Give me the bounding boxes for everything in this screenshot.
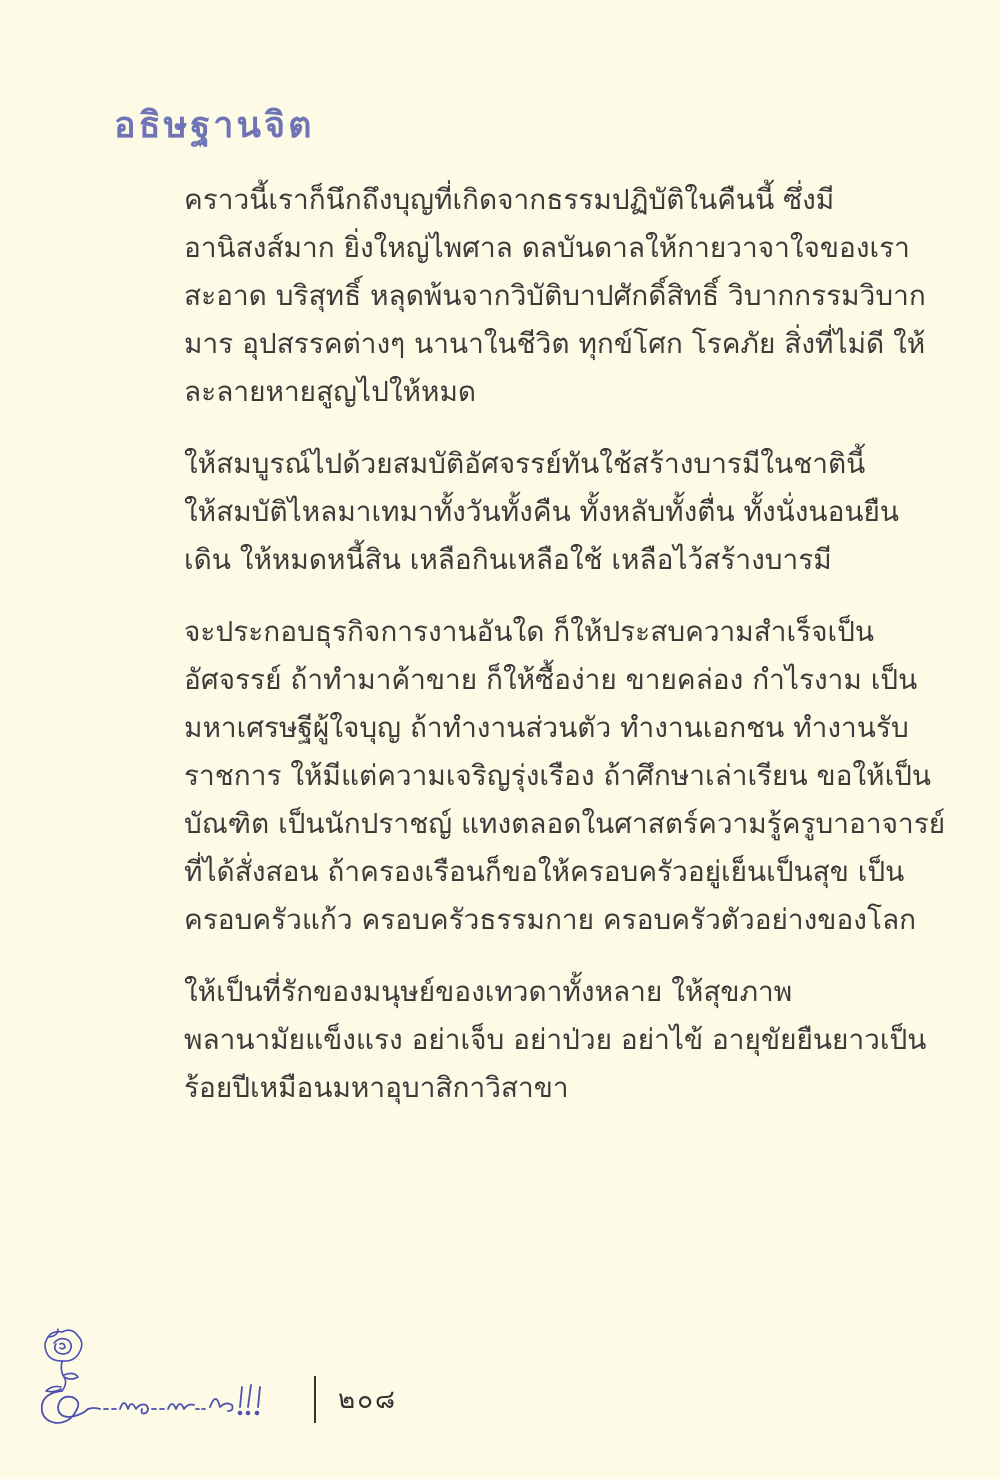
text-line: พลานามัยแข็งแรง อย่าเจ็บ อย่าป่วย อย่าไข้ อายุขัยยืนยาวเป็น xyxy=(184,1023,927,1056)
rose-icon xyxy=(45,1329,82,1392)
footer-divider xyxy=(314,1376,316,1423)
page-footer xyxy=(36,1325,436,1435)
text-line: บัณฑิต เป็นนักปราชญ์ แทงตลอดในศาสตร์ความรู้ครูบาอาจารย์ xyxy=(184,807,946,840)
text-line: จะประกอบธุรกิจการงานอันใด ก็ให้ประสบความสำเร็จเป็น xyxy=(184,615,875,648)
page-number: ๒๐๘ xyxy=(338,1385,398,1415)
paragraph-2 xyxy=(114,440,900,584)
text-line: ราชการ ให้มีแต่ความเจริญรุ่งเรือง ถ้าศึกษาเล่าเรียน ขอให้เป็น xyxy=(184,759,932,792)
text-line: ให้เป็นที่รักของมนุษย์ของเทวดาทั้งหลาย ให้สุขภาพ xyxy=(184,975,793,1008)
text-line: อัศจรรย์ ถ้าทำมาค้าขาย ก็ให้ซื้อง่าย ขายคล่อง กำไรงาม เป็น xyxy=(184,663,918,696)
text-line: ละลายหายสูญไปให้หมด xyxy=(184,375,477,408)
paragraph-3 xyxy=(114,608,946,944)
paragraph-4 xyxy=(114,968,927,1112)
text-line: มหาเศรษฐีผู้ใจบุญ ถ้าทำงานส่วนตัว ทำงานเอกชน ทำงานรับ xyxy=(184,711,909,744)
text-line: เดิน ให้หมดหนี้สิน เหลือกินเหลือใช้ เหลือไว้สร้างบารมี xyxy=(184,543,832,576)
text-line: อานิสงส์มาก ยิ่งใหญ่ไพศาล ดลบันดาลให้กายวาจาใจของเรา xyxy=(184,231,910,264)
handwritten-signature xyxy=(36,1325,286,1435)
paragraph-1 xyxy=(114,176,926,416)
page-title: อธิษฐานจิต xyxy=(114,105,315,146)
text-line: ให้สมบูรณ์ไปด้วยสมบัติอัศจรรย์ทันใช้สร้างบารมีในชาตินี้ xyxy=(184,447,866,480)
text-line: ให้สมบัติไหลมาเทมาทั้งวันทั้งคืน ทั้งหลับทั้งตื่น ทั้งนั่งนอนยืน xyxy=(184,495,900,528)
body-text xyxy=(114,176,946,1136)
text-line: คราวนี้เราก็นึกถึงบุญที่เกิดจากธรรมปฏิบัติในคืนนี้ ซึ่งมี xyxy=(184,183,835,216)
text-line: ร้อยปีเหมือนมหาอุบาสิกาวิสาขา xyxy=(184,1071,569,1104)
text-line: มาร อุปสรรคต่างๆ นานาในชีวิต ทุกข์โศก โรคภัย สิ่งที่ไม่ดี ให้ xyxy=(184,327,926,360)
text-line: ครอบครัวแก้ว ครอบครัวธรรมกาย ครอบครัวตัวอย่างของโลก xyxy=(184,903,917,936)
text-line: สะอาด บริสุทธิ์ หลุดพ้นจากวิบัติบาปศักดิ์สิทธิ์ วิบากกรรมวิบาก xyxy=(184,279,926,312)
text-line: ที่ได้สั่งสอน ถ้าครองเรือนก็ขอให้ครอบครัวอยู่เย็นเป็นสุข เป็น xyxy=(184,855,905,888)
